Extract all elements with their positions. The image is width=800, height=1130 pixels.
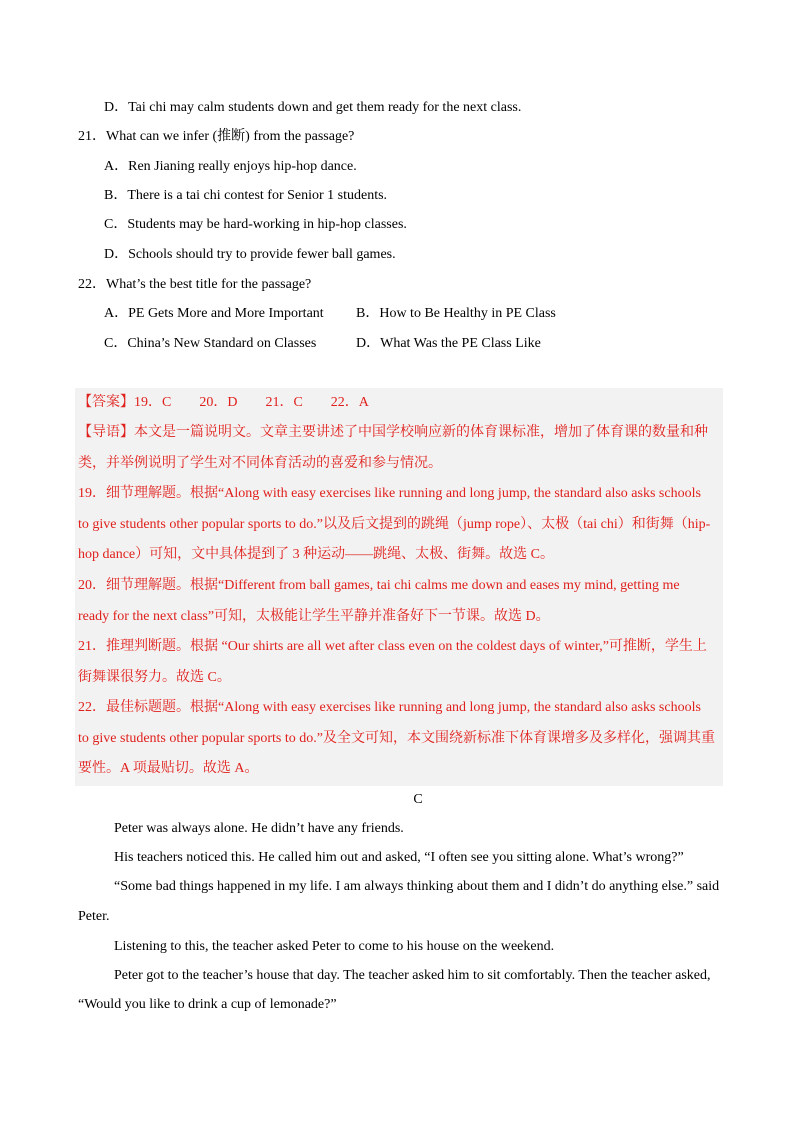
q22-explanation-line-3: 要性。A 项最贴切。故选 A。 (78, 761, 259, 776)
q22-option-a: A．PE Gets More and More Important (104, 306, 324, 321)
q21-option-d: D．Schools should try to provide fewer ball games. (104, 247, 396, 262)
guide-line-1: 【导语】本文是一篇说明文。文章主要讲述了中国学校响应新的体育课标准，增加了体育课的数量和种 (78, 425, 708, 440)
q22-explanation-line-2: to give students other popular sports to do.”及全文可知，本文围绕新标准下体育课增多及多样化，强调其重 (78, 731, 715, 746)
passage-paragraph-4: Listening to this, the teacher asked Peter to come to his house on the weekend. (114, 939, 555, 954)
q22-option-d: D．What Was the PE Class Like (356, 336, 541, 351)
passage-paragraph-2: His teachers noticed this. He called him out and asked, “I often see you sitting alone. What’s wrong?” (114, 850, 684, 865)
q22-option-c: C．China’s New Standard on Classes (104, 336, 317, 351)
guide-line-2: 类，并举例说明了学生对不同体育活动的喜爱和参与情况。 (78, 456, 442, 471)
q19-explanation-line-1: 19．细节理解题。根据“Along with easy exercises like running and long jump, the standard also asks schools (78, 486, 701, 501)
passage-paragraph-3-line-2: Peter. (78, 909, 110, 924)
q22-option-b: B．How to Be Healthy in PE Class (356, 306, 556, 321)
q21-option-b: B．There is a tai chi contest for Senior 1 students. (104, 188, 388, 203)
q21-explanation-line-2: 街舞课很努力。故选 C。 (78, 670, 231, 685)
q22-stem: 22．What’s the best title for the passage? (78, 277, 312, 292)
q20-option-d: D．Tai chi may calm students down and get them ready for the next class. (104, 100, 522, 115)
q20-explanation-line-2: ready for the next class”可知，太极能让学生平静并准备好下一节课。故选 D。 (78, 609, 550, 624)
passage-paragraph-5-line-1: Peter got to the teacher’s house that day. The teacher asked him to sit comfortably. Then the teacher asked, (114, 968, 711, 983)
passage-paragraph-3-line-1: “Some bad things happened in my life. I am always thinking about them and I didn’t do anything else.” said (114, 879, 720, 894)
q21-stem: 21．What can we infer (推断) from the passage? (78, 129, 355, 144)
q21-option-c: C．Students may be hard-working in hip-hop classes. (104, 217, 407, 232)
q21-option-a: A．Ren Jianing really enjoys hip-hop dance. (104, 159, 357, 174)
q21-explanation-line-1: 21．推理判断题。根据 “Our shirts are all wet after class even on the coldest days of winter,”可推断，学生上 (78, 639, 707, 654)
passage-paragraph-5-line-2: “Would you like to drink a cup of lemonade?” (78, 997, 337, 1012)
q19-explanation-line-3: hop dance）可知，文中具体提到了 3 种运动——跳绳、太极、街舞。故选 C。 (78, 547, 554, 562)
q19-explanation-line-2: to give students other popular sports to do.”以及后文提到的跳绳（jump rope）、太极（tai chi）和街舞（hip- (78, 517, 711, 532)
passage-paragraph-1: Peter was always alone. He didn’t have any friends. (114, 821, 404, 836)
q20-explanation-line-1: 20．细节理解题。根据“Different from ball games, tai chi calms me down and eases my mind, getting me (78, 578, 680, 593)
q22-explanation-line-1: 22．最佳标题题。根据“Along with easy exercises like running and long jump, the standard also asks schools (78, 700, 701, 715)
answer-key: 【答案】19．C 20．D 21．C 22．A (78, 395, 369, 410)
passage-heading: C (413, 792, 423, 807)
